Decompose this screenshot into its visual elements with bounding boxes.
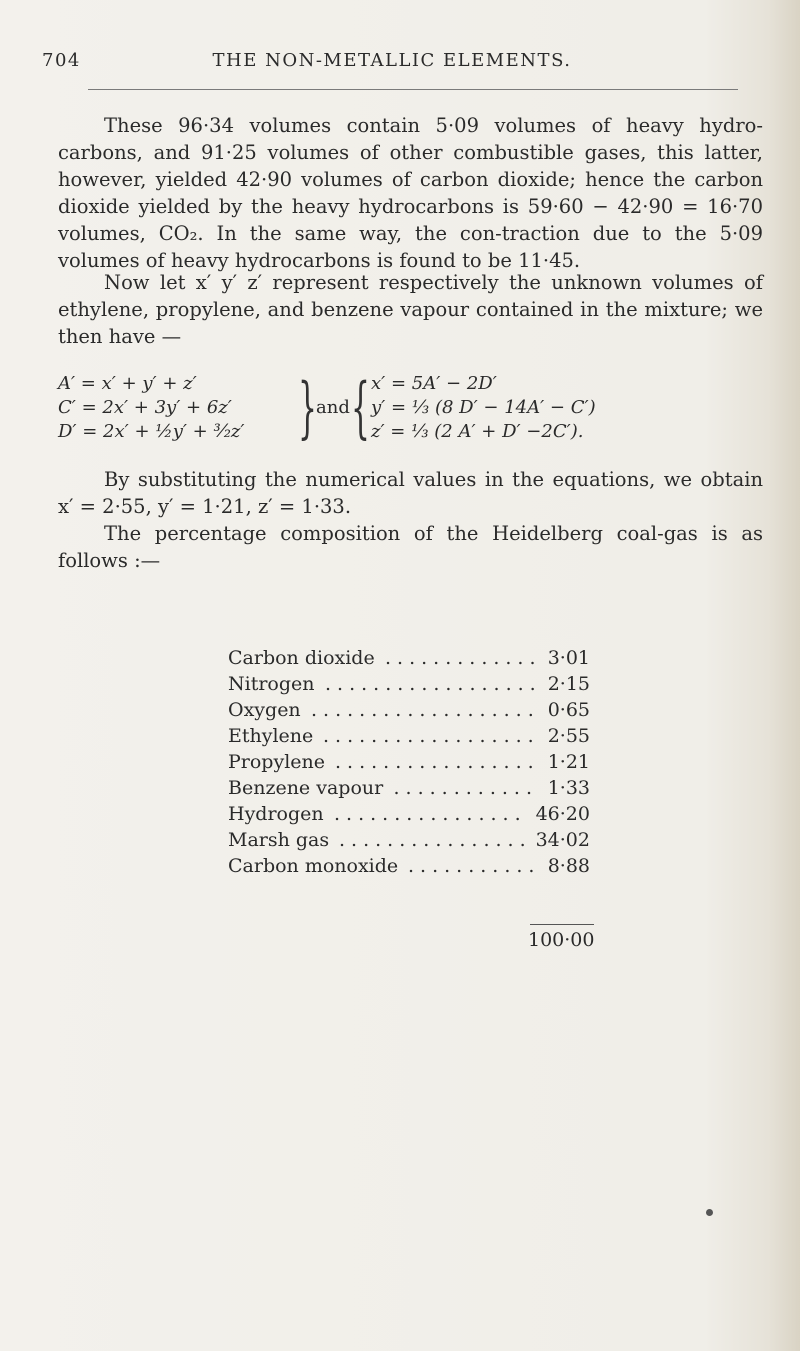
equation-right: z′ = ⅓ (2 A′ + D′ −2C′). [371,421,584,442]
leader-dots: ................ [334,803,527,825]
equation-right: y′ = ⅓ (8 D′ − 14A′ − C′) [371,397,596,418]
equation-system [58,369,763,448]
component-value: 3·01 [547,647,590,669]
header-rule [88,89,738,90]
leader-dots: ........... [408,855,541,877]
component-name: Carbon monoxide [228,855,399,877]
composition-table [228,645,590,879]
paragraph-unknown-volumes: Now let x′ y′ z′ represent respectively the unknown volumes of ethylene, propylene, and benzene vapour contained in the mixture; we then have — [58,271,763,348]
component-value: 34·02 [535,829,590,851]
page-header [42,50,742,80]
right-brace: } [298,369,317,446]
table-row [228,827,590,853]
leader-dots: ............ [393,777,538,799]
total-rule [530,924,594,925]
equation-left: D′ = 2x′ + ½y′ + ³⁄₂z′ [58,421,245,442]
equation-left: C′ = 2x′ + 3y′ + 6z′ [58,397,232,418]
table-row [228,645,590,671]
component-value: 2·55 [547,725,590,747]
left-brace: { [351,369,370,446]
component-value: 8·88 [547,855,590,877]
leader-dots: ................... [311,699,540,721]
leader-dots: ................. [335,751,540,773]
leader-dots: .................. [323,725,540,747]
component-value: 0·65 [547,699,590,721]
table-row [228,723,590,749]
leader-dots: ................ [339,829,532,851]
running-title: THE NON-METALLIC ELEMENTS. [212,50,572,71]
component-name: Marsh gas [228,829,330,851]
component-name: Ethylene [228,725,314,747]
component-name: Oxygen [228,699,301,721]
left-equations [58,372,245,444]
composition-total: 100·00 [528,929,595,951]
ink-mark [706,1209,713,1216]
table-row [228,853,590,879]
table-row [228,749,590,775]
right-equations [371,372,596,444]
component-name: Nitrogen [228,673,315,695]
table-row [228,671,590,697]
equation-right: x′ = 5A′ − 2D′ [371,373,497,394]
component-name: Propylene [228,751,326,773]
component-name: Benzene vapour [228,777,384,799]
component-name: Carbon dioxide [228,647,375,669]
leader-dots: .................. [325,673,542,695]
component-name: Hydrogen [228,803,324,825]
component-value: 1·33 [547,777,590,799]
page-number: 704 [42,50,81,71]
paragraph-composition-intro: The percentage composition of the Heidelberg coal-gas is as follows :— [58,522,763,572]
paragraph-substitution: By substituting the numerical values in the equations, we obtain x′ = 2·55, y′ = 1·21, z′ = 1·33. [58,468,763,518]
results-block [58,466,763,574]
table-row [228,801,590,827]
component-value: 46·20 [535,803,590,825]
component-value: 1·21 [547,751,590,773]
paragraph-heavy-hydrocarbons: These 96·34 volumes contain 5·09 volumes of heavy hydro-carbons, and 91·25 volumes of other combustible gases, this latter, however, yielded 42·90 volumes of carbon dioxide; hence the carbon dioxide yielded by the heavy hydrocarbons is 59·60 − 42·90 = 16·70 volumes, CO₂. In the same way, the con-traction due to the 5·09 volumes of heavy hydrocarbons is found to be 11·45. [58,114,763,272]
leader-dots: ............. [385,647,542,669]
table-row [228,697,590,723]
component-value: 2·15 [547,673,590,695]
table-row [228,775,590,801]
equation-left: A′ = x′ + y′ + z′ [58,373,197,394]
equation-connector: and [316,397,350,418]
